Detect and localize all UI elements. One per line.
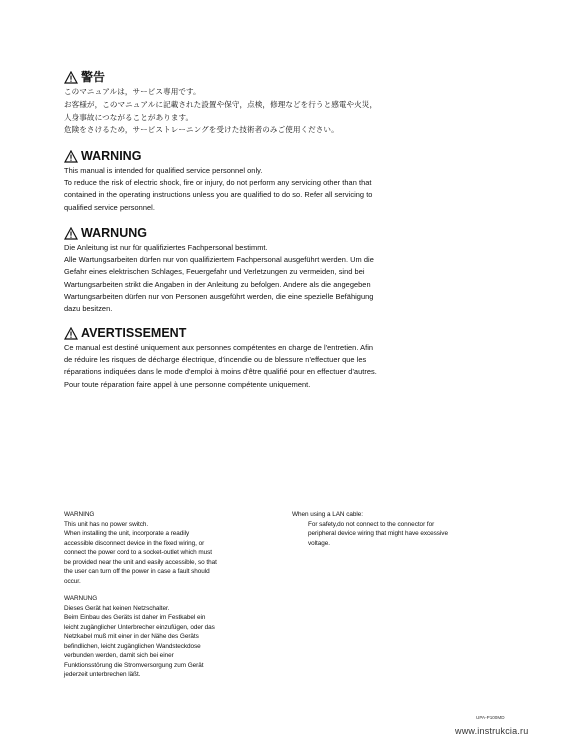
german-line: dazu besitzen.: [64, 304, 113, 314]
japanese-warning-section: [64, 70, 514, 137]
german-line: Gefahr eines elektrischen Schlages, Feuergefahr und Verletzungen zu vermeiden, sind bei: [64, 267, 365, 277]
warning-triangle-icon: [64, 150, 78, 163]
japanese-line: 危険をさけるため，サービストレーニングを受けた技術者のみご使用ください。: [64, 125, 339, 135]
japanese-line: このマニュアルは，サービス専用です。: [64, 87, 201, 96]
power-notice-de-line: Dieses Gerät hat keinen Netzschalter.: [64, 604, 170, 612]
spacer: [64, 586, 284, 594]
japanese-warning-text: [64, 86, 514, 137]
japanese-heading-text: 警告: [81, 70, 106, 84]
english-line: contained in the operating instructions unless you are qualified to do so. Refer all servicing to: [64, 190, 373, 200]
english-line: qualified service personnel.: [64, 202, 155, 212]
french-heading-text: AVERTISSEMENT: [81, 326, 187, 340]
german-heading-text: WARNUNG: [81, 226, 147, 240]
japanese-line: お客様が，このマニュアルに記載された設置や保守，点検，修理などを行うと感電や火災，: [64, 99, 378, 109]
french-line: Ce manual est destiné uniquement aux personnes compétentes en charge de l'entretien. Afin: [64, 343, 374, 352]
english-warning-text: [64, 165, 514, 214]
japanese-warning-heading: [64, 70, 514, 85]
power-notice-en-title: WARNING: [64, 511, 95, 518]
warning-triangle-icon: [64, 71, 78, 84]
power-notice-de-line: Beim Einbau des Geräts ist daher im Festkabel ein: [64, 614, 206, 621]
english-line: To reduce the risk of electric shock, fire or injury, do not perform any servicing other than that: [64, 178, 372, 188]
power-notice-en-line: the user can turn off the power in case a fault should: [64, 568, 210, 575]
english-line: This manual is intended for qualified service personnel only.: [64, 166, 263, 175]
english-heading-text: WARNING: [81, 149, 142, 163]
model-number: UPA-P100MD: [476, 715, 505, 720]
german-warning-heading: [64, 226, 514, 241]
german-warning-text: [64, 242, 514, 315]
french-line: Pour toute réparation faire appel à une personne compétente uniquement.: [64, 379, 311, 389]
power-notice-de-line: jederzeit unterbrechen läßt.: [64, 671, 141, 678]
lan-notice-line: peripheral device wiring that might have excessive: [308, 530, 448, 537]
english-warning-heading: [64, 149, 514, 164]
power-notice-en-line: When installing the unit, incorporate a readily: [64, 530, 190, 537]
lan-cable-notice: [292, 510, 512, 548]
power-notice-de-line: verbunden werden, damit sich bei einer: [64, 652, 174, 659]
french-line: réparations indiquées dans le mode d'emploi à moins d'être qualifié pour en effectuer d'autres.: [64, 367, 377, 377]
japanese-line: 人身事故につながることがあります。: [64, 112, 194, 122]
lan-notice-line: voltage.: [308, 539, 330, 547]
power-notice-de-line: Netzkabel muß mit einer in der Nähe des Geräts: [64, 633, 199, 640]
power-notice-de-title: WARNUNG: [64, 595, 98, 602]
power-notice-de-line: Funktionsstörung die Stromversorgung zum Gerät: [64, 661, 204, 669]
power-notice-en-line: be provided near the unit and easily accessible, so that: [64, 558, 217, 566]
french-line: de réduire les risques de décharge électrique, d'incendie ou de blessure n'effectuer que les: [64, 355, 367, 365]
warning-triangle-icon: [64, 327, 78, 340]
power-switch-notice: [64, 510, 284, 680]
german-warning-section: [64, 226, 514, 315]
german-line: Alle Wartungsarbeiten dürfen nur von qualifiziertem Fachpersonal ausgeführt werden. Um die: [64, 255, 374, 265]
power-notice-de-line: leicht zugänglicher Unterbrecher einzufügen, oder das: [64, 623, 215, 631]
german-line: Die Anleitung ist nur für qualifiziertes Fachpersonal bestimmt.: [64, 243, 268, 252]
power-notice-en-line: This unit has no power switch.: [64, 520, 149, 528]
french-warning-section: [64, 326, 514, 391]
lan-notice-title: When using a LAN cable:: [292, 511, 363, 518]
power-notice-en-line: accessible disconnect device in the fixed wiring, or: [64, 539, 205, 547]
watermark-site: www.instrukcia.ru: [455, 726, 529, 736]
power-notice-en-line: connect the power cord to a socket-outlet which must: [64, 549, 213, 556]
french-warning-heading: [64, 326, 514, 341]
english-warning-section: [64, 149, 514, 214]
warning-triangle-icon: [64, 227, 78, 240]
lan-notice-line: For safety,do not connect to the connector for: [308, 520, 435, 528]
french-warning-text: [64, 342, 514, 391]
german-line: Wartungsarbeiten dürfen nur von Personen ausgeführt werden, die eine spezielle Befähigung: [64, 291, 374, 301]
german-line: Wartungsarbeiten strikt die Angaben in der Anleitung zu befolgen. Andere als die angegeben: [64, 279, 371, 289]
power-notice-en-line: occur.: [64, 577, 81, 585]
power-notice-de-line: befindlichen, leicht zugänglichen Wandsteckdose: [64, 642, 201, 650]
